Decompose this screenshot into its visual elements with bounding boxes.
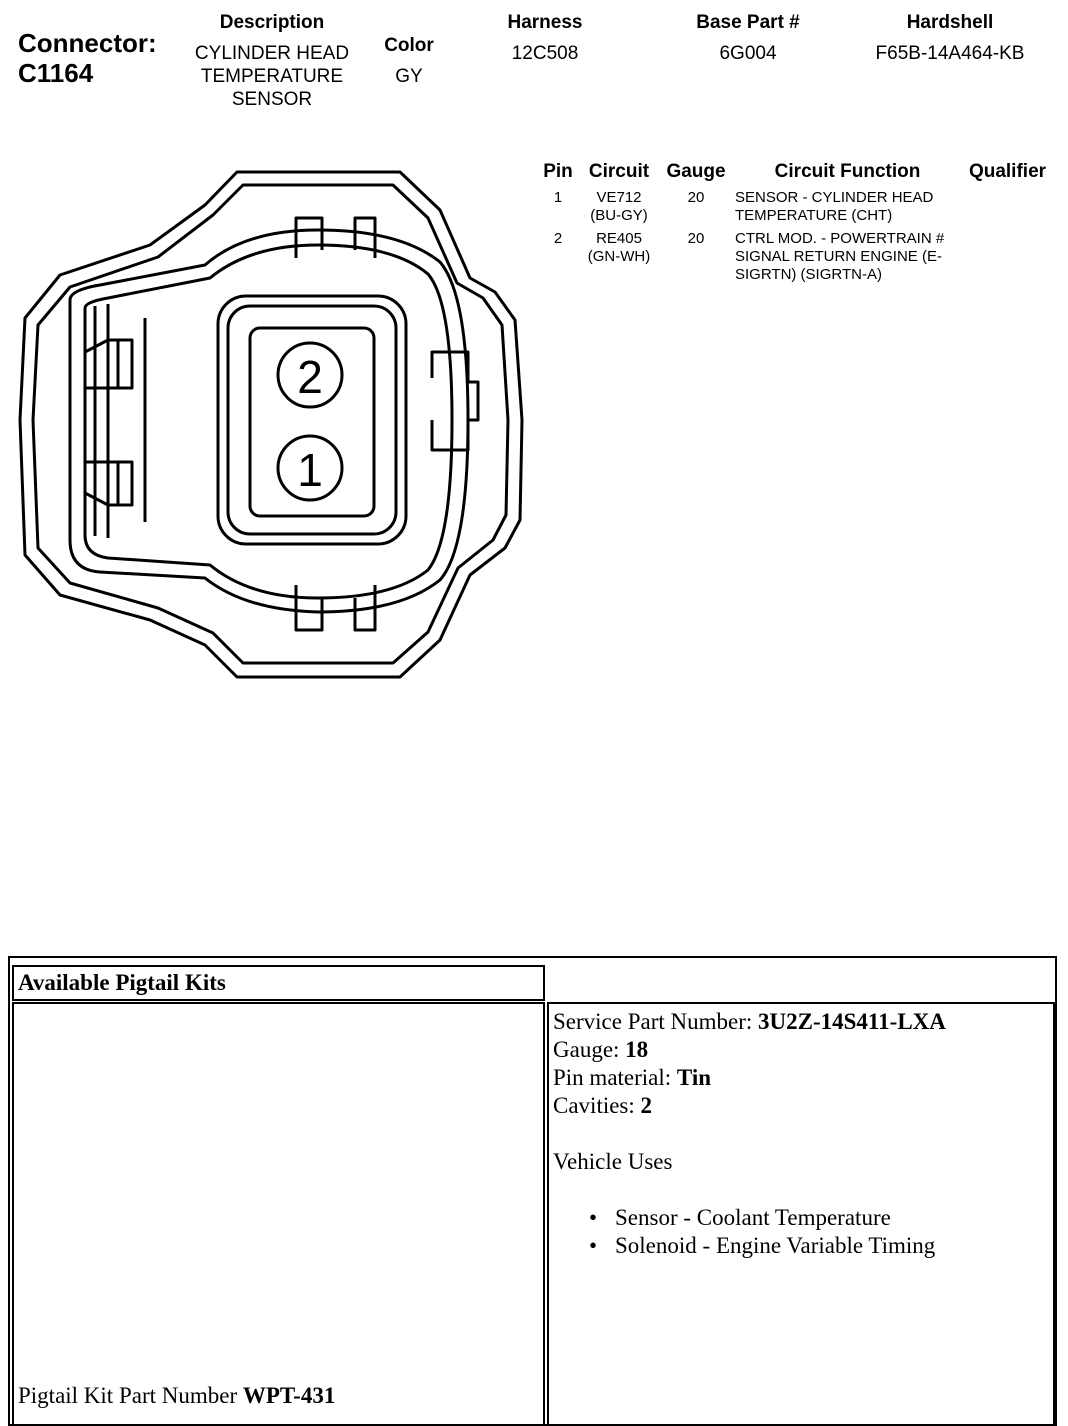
list-item: • Solenoid - Engine Variable Timing	[553, 1232, 946, 1260]
table-row-circuit	[578, 189, 660, 225]
table-row-function	[735, 230, 975, 284]
function-line: SENSOR - CYLINDER HEAD	[735, 189, 934, 206]
description-header: Description	[219, 12, 325, 33]
circuit-code: RE405	[596, 230, 642, 247]
right-key	[432, 352, 478, 450]
col-pin-header: Pin	[543, 161, 573, 182]
pin-2-label: 2	[297, 351, 323, 403]
pigtail-heading-cell	[12, 965, 545, 1001]
description-value	[172, 42, 372, 111]
col-circuit-header: Circuit	[588, 161, 650, 182]
table-row-circuit	[578, 230, 660, 266]
col-qualifier-header: Qualifier	[968, 161, 1047, 182]
pin-material-value: Tin	[676, 1065, 712, 1090]
harness-value: 12C508	[511, 43, 579, 64]
color-value: GY	[395, 66, 423, 87]
pigtail-image-cell	[12, 1002, 545, 1426]
pigtail-details	[553, 1008, 946, 1260]
gauge-label: Gauge:	[553, 1037, 626, 1062]
pigtail-details-cell	[547, 1002, 1055, 1426]
top-key	[296, 218, 375, 258]
service-part-number	[553, 1008, 946, 1036]
function-line: TEMPERATURE (CHT)	[735, 207, 893, 224]
col-function-header: Circuit Function	[774, 161, 921, 182]
connector-diagram	[0, 150, 540, 695]
hardshell-header: Hardshell	[906, 12, 994, 33]
list-item: • Sensor - Coolant Temperature	[553, 1204, 946, 1232]
pin-1-label: 1	[297, 444, 323, 496]
lock-frame	[70, 230, 468, 612]
function-line: SIGRTN) (SIGRTN-A)	[735, 266, 882, 283]
col-gauge-header: Gauge	[666, 161, 726, 182]
description-line: SENSOR	[231, 89, 313, 110]
service-part-value: 3U2Z-14S411-LXA	[758, 1009, 946, 1034]
base-part-value: 6G004	[719, 43, 777, 64]
description-line: TEMPERATURE	[200, 66, 344, 87]
circuit-code: VE712	[596, 189, 642, 206]
table-row-gauge: 20	[687, 230, 705, 247]
circuit-color: (BU-GY)	[590, 207, 648, 224]
connector-id: C1164	[18, 58, 94, 88]
gauge-value: 18	[625, 1037, 649, 1062]
table-row-function	[735, 189, 975, 225]
table-row-gauge: 20	[687, 189, 705, 206]
function-line: CTRL MOD. - POWERTRAIN #	[735, 230, 945, 247]
vehicle-uses-list	[553, 1204, 946, 1260]
base-part-header: Base Part #	[696, 12, 800, 33]
pin-material-label: Pin material:	[553, 1065, 677, 1090]
circuit-color: (GN-WH)	[587, 248, 651, 265]
harness-header: Harness	[507, 12, 583, 33]
vehicle-uses-label: Vehicle Uses	[553, 1149, 673, 1174]
gauge-row	[553, 1036, 946, 1064]
cavities-label: Cavities:	[553, 1093, 641, 1118]
bottom-key	[296, 585, 375, 630]
connector-title	[18, 28, 157, 88]
function-line: SIGNAL RETURN ENGINE (E-	[735, 248, 942, 265]
connector-outer-shell-inner	[33, 185, 508, 663]
description-line: CYLINDER HEAD	[194, 43, 350, 64]
table-row-pin: 1	[553, 189, 563, 206]
pin-material-row	[553, 1064, 946, 1092]
kit-part-value: WPT-431	[242, 1383, 336, 1408]
table-row-pin: 2	[553, 230, 563, 247]
service-part-label: Service Part Number:	[553, 1009, 759, 1034]
kit-part-label: Pigtail Kit Part Number	[18, 1383, 243, 1408]
cavities-value: 2	[640, 1093, 653, 1118]
cavities-row	[553, 1092, 946, 1120]
cavity-housing-outer	[218, 296, 406, 544]
color-header: Color	[384, 35, 434, 56]
connector-label: Connector:	[18, 28, 157, 58]
hardshell-value: F65B-14A464-KB	[875, 43, 1025, 64]
pigtail-heading: Available Pigtail Kits	[18, 970, 226, 995]
kit-part-number	[18, 1382, 335, 1410]
